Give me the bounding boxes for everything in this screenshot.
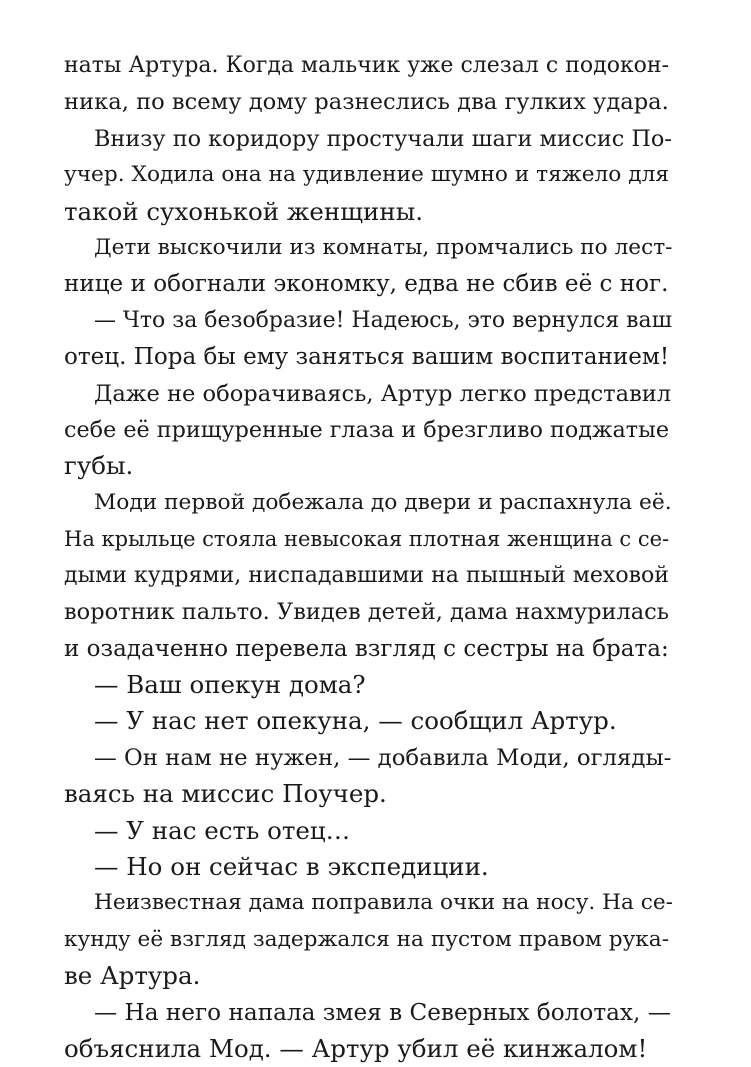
text-line: — Он нам не нужен, — добавила Моди, огляды- xyxy=(94,744,672,771)
text-line: Моди первой добежала до двери и распахнула её. xyxy=(94,489,672,515)
paragraph-9 xyxy=(64,813,669,849)
paragraph-2 xyxy=(64,230,673,303)
text-line: — Но он сейчас в экспедиции. xyxy=(94,851,489,881)
text-line: и озадаченно перевела взгляд с сестры на брата: xyxy=(64,635,669,662)
text-line: — Ваш опекун дома? xyxy=(94,669,366,699)
text-line: дыми кудрями, ниспадавшими на пышный меховой xyxy=(64,562,669,588)
text-line: На крыльце стояла невысокая плотная женщина с се- xyxy=(64,527,670,552)
paragraph-8 xyxy=(64,740,672,813)
text-line: кунду её взгляд задержался на пустом правом рука- xyxy=(64,926,669,952)
paragraph-12 xyxy=(64,995,669,1067)
paragraph-3 xyxy=(64,303,673,376)
text-line: — У нас есть отец… xyxy=(94,815,351,845)
text-line: Дети выскочили из комнаты, промчались по лест- xyxy=(94,235,673,261)
book-page xyxy=(64,48,673,1067)
paragraph-6 xyxy=(64,667,669,703)
text-line: воротник пальто. Увидев детей, дама нахмурилась xyxy=(64,599,669,626)
text-line: — У нас нет опекуна, — сообщил Артур. xyxy=(94,706,617,736)
paragraph-7 xyxy=(64,703,669,739)
text-line: Внизу по коридору простучали шаги миссис По- xyxy=(94,125,672,152)
text-line: учер. Ходила она на удивление шумно и тяжело для xyxy=(64,162,669,188)
paragraph-5 xyxy=(64,485,672,667)
paragraph-10 xyxy=(64,849,669,885)
text-line: такой сухонькой женщины. xyxy=(64,196,423,226)
text-line: ваясь на миссис Поучер. xyxy=(64,779,387,809)
text-line: — На него напала змея в Северных болотах, — xyxy=(94,999,671,1026)
text-line: ника, по всему дому разнеслись два гулких удара. xyxy=(64,89,669,116)
text-line: наты Артура. Когда мальчик уже слезал с подокон- xyxy=(64,53,669,78)
text-line: — Что за безобразие! Надеюсь, это вернулся ваш xyxy=(94,307,673,333)
text-line: губы. xyxy=(64,451,134,481)
text-line: отец. Пора бы ему заняться вашим воспитанием! xyxy=(64,344,670,371)
text-line: себе её прищуренные глаза и брезгливо поджатые xyxy=(64,417,670,444)
paragraph-1 xyxy=(64,121,672,230)
paragraph-4 xyxy=(64,376,672,485)
paragraph-0 xyxy=(64,48,669,121)
text-line: нице и обогнали экономку, едва не сбив её с ног. xyxy=(64,271,669,298)
text-line: ве Артура. xyxy=(64,961,201,991)
text-line: объяснила Мод. — Артур убил её кинжалом! xyxy=(64,1033,648,1063)
paragraph-11 xyxy=(64,885,673,994)
text-line: Даже не оборачиваясь, Артур легко представил xyxy=(94,380,672,407)
text-line: Неизвестная дама поправила очки на носу. На се- xyxy=(94,890,673,916)
